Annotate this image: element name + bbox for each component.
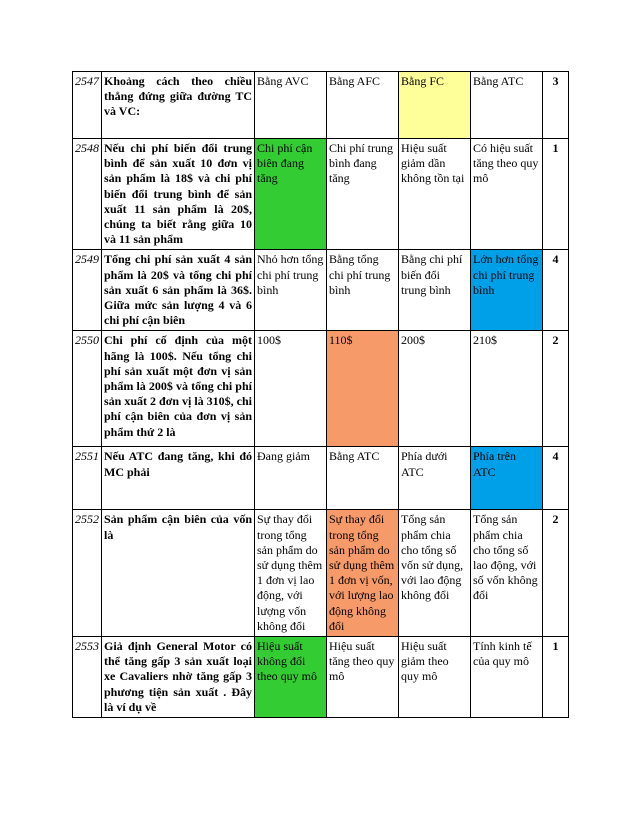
option-3: Tổng sản phẩm chia cho tổng số vốn sử dụng, với lao động không đổi [399, 510, 471, 637]
option-1: Nhỏ hơn tổng chi phí trung bình [255, 250, 327, 331]
option-1: 100$ [255, 331, 327, 447]
answer-key: 4 [543, 447, 569, 510]
option-4: Phía trên ATC [471, 447, 543, 510]
option-2: Sự thay đổi trong tổng sản phẩm do sử dụng thêm 1 đơn vị vốn, với lượng lao động không đổi [327, 510, 399, 637]
option-3: Bằng chi phí biến đổi trung bình [399, 250, 471, 331]
question-number: 2547 [73, 72, 102, 139]
question-text: Nếu chi phí biến đổi trung bình để sản xuất 10 đơn vị sản phẩm là 18$ và chi phí biến đổi trung bình để sản xuất 11 sản phẩm là 20$, chúng ta biết rằng giữa 10 và 11 sản phẩm [102, 139, 255, 250]
question-row [73, 331, 569, 447]
question-text: Khoảng cách theo chiều thẳng đứng giữa đường TC và VC: [102, 72, 255, 139]
question-text: Nếu ATC đang tăng, khi đó MC phải [102, 447, 255, 510]
option-1: Sự thay đổi trong tổng sản phẩm do sử dụng thêm 1 đơn vị lao động, với lượng vốn không đổi [255, 510, 327, 637]
question-text: Sản phẩm cận biên của vốn là [102, 510, 255, 637]
option-3: Phía dưới ATC [399, 447, 471, 510]
question-row [73, 139, 569, 250]
option-4: 210$ [471, 331, 543, 447]
option-4: Có hiệu suất tăng theo quy mô [471, 139, 543, 250]
question-text: Tổng chi phí sản xuất 4 sản phẩm là 20$ và tổng chi phí sản xuất 6 sản phẩm là 36$. Giữa mức sản lượng 4 và 6 chi phí cận biên [102, 250, 255, 331]
answer-key: 4 [543, 250, 569, 331]
answer-key: 2 [543, 331, 569, 447]
option-2: 110$ [327, 331, 399, 447]
option-1: Đang giảm [255, 447, 327, 510]
question-row [73, 250, 569, 331]
option-2: Bằng ATC [327, 447, 399, 510]
question-text: Chi phí cố định của một hãng là 100$. Nếu tổng chi phí sản xuất một đơn vị sản phẩm là 200$ và tổng chi phí sản xuất 2 đơn vị là 310$, chi phí cận biên của đơn vị sản phẩm thứ 2 là [102, 331, 255, 447]
option-3: Hiệu suất giảm dần không tồn tại [399, 139, 471, 250]
question-number: 2553 [73, 637, 102, 718]
question-number: 2549 [73, 250, 102, 331]
question-number: 2550 [73, 331, 102, 447]
question-number: 2552 [73, 510, 102, 637]
answer-key: 2 [543, 510, 569, 637]
option-1: Bằng AVC [255, 72, 327, 139]
answer-key: 1 [543, 139, 569, 250]
option-3: Hiệu suất giảm theo quy mô [399, 637, 471, 718]
option-4: Tính kinh tế của quy mô [471, 637, 543, 718]
option-1: Hiệu suất không đổi theo quy mô [255, 637, 327, 718]
answer-key: 3 [543, 72, 569, 139]
option-1: Chi phí cận biên đang tăng [255, 139, 327, 250]
option-2: Chi phí trung bình đang tăng [327, 139, 399, 250]
answer-key: 1 [543, 637, 569, 718]
question-row [73, 637, 569, 718]
option-4: Bằng ATC [471, 72, 543, 139]
question-text: Giả định General Motor có thể tăng gấp 3 sản xuất loại xe Cavaliers nhờ tăng gấp 3 phương tiện sản xuất . Đây là ví dụ về [102, 637, 255, 718]
question-number: 2551 [73, 447, 102, 510]
option-4: Tổng sản phẩm chia cho tổng số lao động, với số vốn không đổi [471, 510, 543, 637]
option-4: Lớn hơn tổng chi phí trung bình [471, 250, 543, 331]
option-3: Bằng FC [399, 72, 471, 139]
question-row [73, 447, 569, 510]
question-row [73, 510, 569, 637]
question-row [73, 72, 569, 139]
question-number: 2548 [73, 139, 102, 250]
option-2: Bằng tổng chi phí trung bình [327, 250, 399, 331]
question-table [72, 71, 569, 718]
option-3: 200$ [399, 331, 471, 447]
option-2: Hiệu suất tăng theo quy mô [327, 637, 399, 718]
option-2: Bằng AFC [327, 72, 399, 139]
